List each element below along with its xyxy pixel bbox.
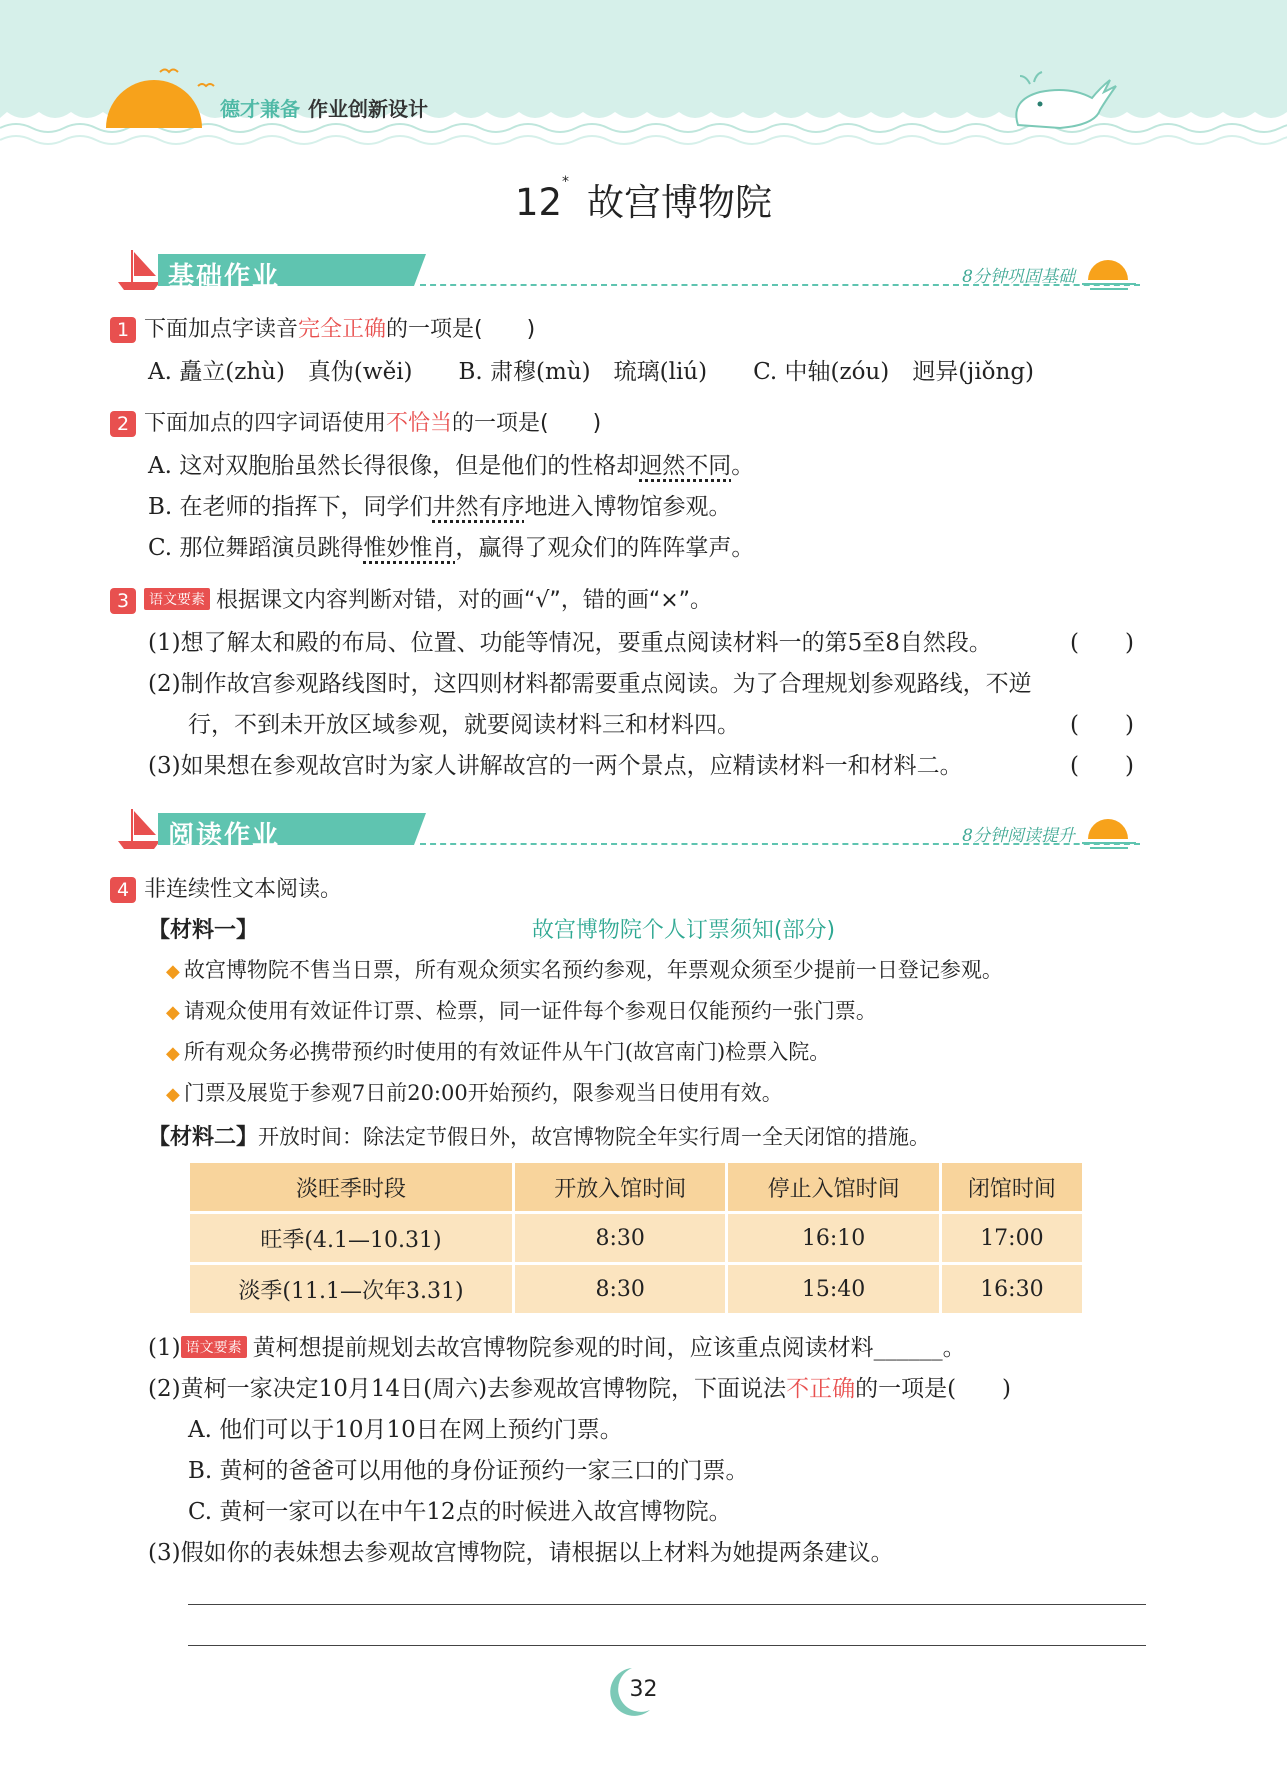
brand-title (220, 93, 428, 122)
table-cell: 16:30 (942, 1265, 1082, 1313)
table-cell: 15:40 (728, 1265, 941, 1313)
table-header-row (190, 1163, 1082, 1214)
table-cell: 17:00 (942, 1214, 1082, 1265)
question-3-statement-3: (3)如果想在参观故宫时为家人讲解故宫的一两个景点，应精读材料一和材料二。 (148, 753, 963, 779)
sub-question-text: (2)黄柯一家决定10月14日(周六)去参观故宫博物院，下面说法 (148, 1376, 787, 1402)
page-header (0, 0, 1287, 150)
question-3-stem (110, 583, 712, 614)
sub-question-text: 黄柯想提前规划去故宫博物院参观的时间，应该重点阅读材料______。 (252, 1335, 966, 1361)
table-row (190, 1214, 1082, 1265)
option-text: 地进入博物馆参观。 (524, 494, 732, 520)
emphasis-text: 完全正确 (298, 317, 387, 342)
material-2-label: 【材料二】 (148, 1125, 259, 1150)
option-text: A. 这对双胞胎虽然长得很像，但是他们的性格却 (148, 453, 640, 479)
section-note-reading: 8分钟阅读提升 (962, 826, 1075, 846)
material-1-item-text: 故宫博物院不售当日票，所有观众须实名预约参观，年票观众须至少提前一日登记参观。 (183, 958, 1003, 982)
table-cell: 旺季(4.1—10.31) (190, 1214, 515, 1265)
material-1-title: 故宫博物院个人订票须知(部分) (531, 918, 836, 943)
option-text: B. 在老师的指挥下，同学们 (148, 494, 433, 520)
table-cell: 16:10 (728, 1214, 941, 1265)
question-number: 2 (110, 411, 136, 437)
question-2-option-c (148, 529, 754, 562)
table-header-cell: 淡旺季时段 (190, 1163, 515, 1214)
stem-text: 下面加点字读音 (144, 317, 299, 342)
emphasis-text: 不正确 (786, 1376, 856, 1402)
material-1-item (166, 995, 877, 1025)
table-header-cell: 开放入馆时间 (515, 1163, 728, 1214)
question-3-statement-2a: (2)制作故宫参观路线图时，这四则材料都需要重点阅读。为了合理规划参观路线，不逆 (148, 671, 1032, 697)
table-cell: 8:30 (515, 1214, 728, 1265)
diamond-bullet-icon: ◆ (166, 1002, 180, 1023)
material-2-line (148, 1120, 930, 1151)
answer-paren[interactable]: ( ) (1070, 712, 1134, 738)
question-4-stem (110, 872, 342, 903)
answer-paren[interactable]: ( ) (1070, 753, 1134, 779)
stem-text: 下面加点的四字词语使用 (144, 411, 387, 436)
table-cell: 8:30 (515, 1265, 728, 1313)
language-element-badge: 语文要素 (181, 1336, 247, 1358)
brand-secondary: 作业创新设计 (308, 97, 428, 121)
option-text: 。 (731, 453, 755, 479)
table-header-cell: 闭馆时间 (942, 1163, 1082, 1214)
answer-line[interactable] (188, 1645, 1146, 1646)
sub-question-2-option-a: A. 他们可以于10月10日在网上预约门票。 (188, 1417, 623, 1443)
question-1-stem (110, 312, 535, 343)
question-number: 1 (110, 317, 136, 343)
diamond-bullet-icon: ◆ (166, 1084, 180, 1105)
material-1-item-text: 请观众使用有效证件订票、检票，同一证件每个参观日仅能预约一张门票。 (183, 999, 877, 1023)
question-2-option-b (148, 488, 732, 521)
material-1-item (166, 1036, 830, 1066)
question-3-statement-1: (1)想了解太和殿的布局、位置、功能等情况，要重点阅读材料一的第5至8自然段。 (148, 630, 992, 656)
sub-question-3: (3)假如你的表妹想去参观故宫博物院，请根据以上材料为她提两条建议。 (148, 1540, 894, 1566)
question-2-stem (110, 406, 601, 437)
material-1-item (166, 954, 1003, 984)
stem-text: 的一项是( ) (452, 411, 602, 436)
emphasis-text: 不恰当 (386, 411, 453, 436)
table-row (190, 1265, 1082, 1313)
section-note-basic: 8分钟巩固基础 (962, 267, 1075, 287)
material-2-text: 开放时间：除法定节假日外，故宫博物院全年实行周一全天闭馆的措施。 (258, 1125, 931, 1149)
opening-hours-table (190, 1163, 1082, 1313)
section-title-basic: 基础作业 (168, 262, 281, 292)
question-number: 4 (110, 877, 136, 903)
language-element-badge: 语文要素 (144, 588, 210, 610)
diamond-bullet-icon: ◆ (166, 1043, 180, 1064)
material-1-item-text: 门票及展览于参观7日前20:00开始预约，限参观当日使用有效。 (183, 1081, 783, 1105)
question-2-option-a (148, 447, 754, 480)
dotted-word: 惟妙惟肖 (363, 535, 456, 561)
section-header-reading (110, 805, 1150, 853)
stem-text: 根据课文内容判断对错，对的画“√”，错的画“×”。 (216, 588, 713, 613)
lesson-number: 12 (514, 181, 563, 224)
page-number: 32 (629, 1677, 658, 1702)
sub-question-2-option-c: C. 黄柯一家可以在中午12点的时候进入故宫博物院。 (188, 1499, 732, 1525)
table-cell: 淡季(11.1—次年3.31) (190, 1265, 515, 1313)
material-1-item (166, 1077, 783, 1107)
option-text: C. 那位舞蹈演员跳得 (148, 535, 364, 561)
sub-question-number: (1) (148, 1335, 181, 1361)
table-header-cell: 停止入馆时间 (728, 1163, 941, 1214)
sunset-icon (1080, 811, 1140, 851)
stem-text: 非连续性文本阅读。 (144, 877, 343, 902)
dotted-word: 井然有序 (432, 494, 525, 520)
stem-text: 的一项是( ) (386, 317, 536, 342)
sunset-icon (1080, 252, 1140, 292)
brand-primary: 德才兼备 (220, 97, 300, 121)
sub-question-2-option-b: B. 黄柯的爸爸可以用他的身份证预约一家三口的门票。 (188, 1458, 749, 1484)
answer-line[interactable] (188, 1604, 1146, 1605)
option-text: ，赢得了观众们的阵阵掌声。 (455, 535, 755, 561)
page-title (0, 172, 1287, 226)
material-1-label: 【材料一】 (148, 918, 259, 943)
question-3-statement-2b: 行，不到未开放区域参观，就要阅读材料三和材料四。 (188, 712, 740, 738)
diamond-bullet-icon: ◆ (166, 961, 180, 982)
answer-paren[interactable]: ( ) (1070, 630, 1134, 656)
sub-question-1 (148, 1329, 966, 1362)
sub-question-text: 的一项是( ) (855, 1376, 1012, 1402)
question-number: 3 (110, 588, 136, 614)
header-wave-background (0, 0, 1287, 150)
lesson-mark: * (562, 174, 570, 190)
material-1-item-text: 所有观众务必携带预约时使用的有效证件从午门(故宫南门)检票入院。 (183, 1040, 831, 1064)
question-1-options: A. 矗立(zhù) 真伪(wěi) B. 肃穆(mù) 琉璃(liú) C. 中轴(zóu) 迥异(jiǒng) (148, 359, 1035, 385)
lesson-title: 故宫博物院 (587, 181, 773, 224)
section-title-reading: 阅读作业 (168, 821, 281, 851)
sub-question-2 (148, 1370, 1011, 1403)
section-header-basic (110, 246, 1150, 294)
dotted-word: 迥然不同 (639, 453, 732, 479)
